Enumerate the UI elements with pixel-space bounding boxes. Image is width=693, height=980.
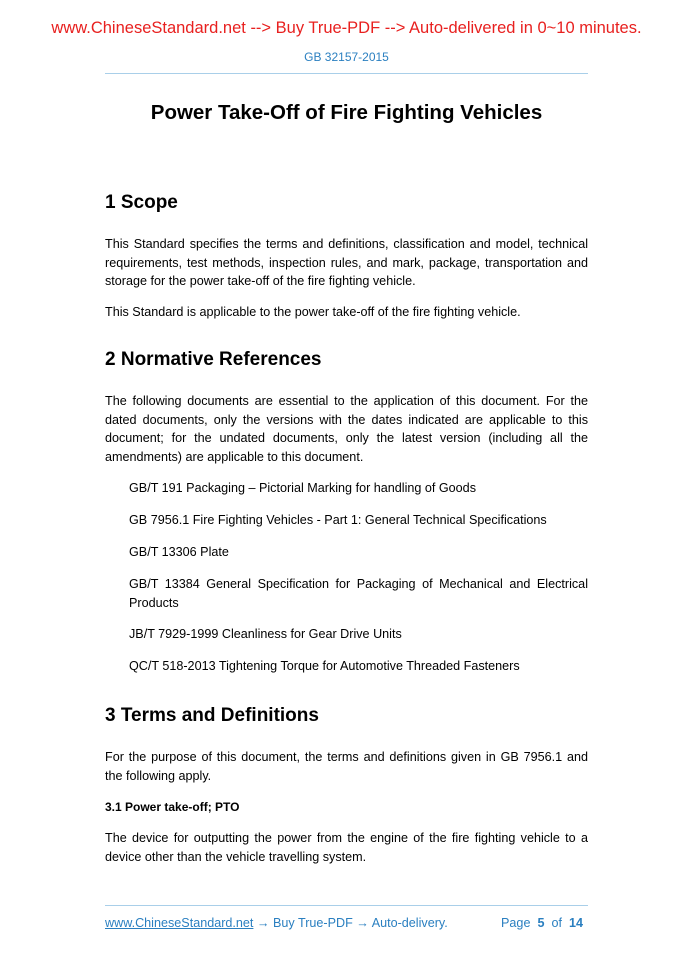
- section-heading-terms-definitions: 3 Terms and Definitions: [105, 705, 319, 726]
- section-heading-scope: 1 Scope: [105, 192, 178, 213]
- of-label: of: [551, 916, 562, 930]
- reference-item: GB/T 13384 General Specification for Packaging of Mechanical and Electrical Products: [129, 577, 588, 610]
- reference-item: JB/T 7929-1999 Cleanliness for Gear Drive Units: [129, 627, 402, 641]
- term-definition: The device for outputting the power from the engine of the fire fighting vehicle to a device other than the vehicle travelling system.: [105, 831, 588, 864]
- footer-link[interactable]: www.ChineseStandard.net: [105, 916, 254, 930]
- page-label: Page: [501, 916, 531, 930]
- reference-item: GB/T 13306 Plate: [129, 545, 229, 559]
- paragraph: This Standard specifies the terms and definitions, classification and model, technical requirements, test methods, inspection rules, and mark, package, transportation and storage for the power take-off of the fire fighting vehicle.: [105, 237, 588, 289]
- page-total: 14: [568, 916, 583, 930]
- header-divider: [105, 73, 588, 74]
- section-heading-normative-references: 2 Normative References: [105, 349, 322, 370]
- page-number: 5: [537, 916, 545, 930]
- page-title: Power Take-Off of Fire Fighting Vehicles: [150, 101, 543, 124]
- reference-item: QC/T 518-2013 Tightening Torque for Automotive Threaded Fasteners: [129, 659, 520, 673]
- promo-banner: www.ChineseStandard.net --> Buy True-PDF --> Auto-delivered in 0~10 minutes.: [51, 19, 642, 37]
- footer: [105, 916, 588, 930]
- footer-promo-text: → Buy True-PDF → Auto-delivery.: [253, 916, 448, 930]
- reference-item: GB 7956.1 Fire Fighting Vehicles - Part 1: General Technical Specifications: [129, 513, 547, 527]
- document-id: GB 32157-2015: [304, 50, 389, 64]
- paragraph: For the purpose of this document, the terms and definitions given in GB 7956.1 and the following apply.: [105, 750, 588, 783]
- page-indicator: [501, 916, 583, 930]
- paragraph: This Standard is applicable to the power take-off of the fire fighting vehicle.: [105, 305, 521, 319]
- footer-divider: [105, 905, 588, 906]
- footer-promo: [105, 916, 448, 930]
- term-heading: 3.1 Power take-off; PTO: [105, 800, 240, 814]
- paragraph: The following documents are essential to the application of this document. For the dated documents, only the versions with the dates indicated are applicable to this document; for the undated documents, only the latest version (including all the amendments) are applicable to this document.: [105, 394, 588, 465]
- reference-item: GB/T 191 Packaging – Pictorial Marking for handling of Goods: [129, 481, 476, 495]
